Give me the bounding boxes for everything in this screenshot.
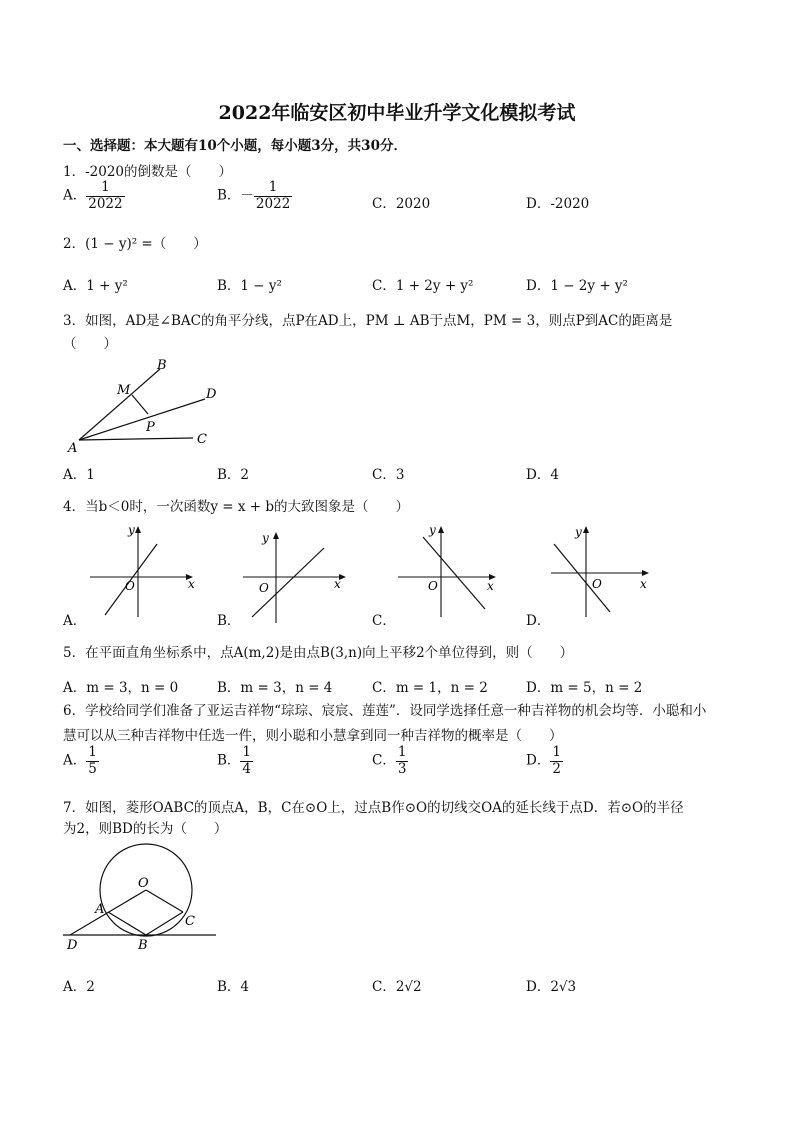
q2-option-d: D．1 − 2y + y² bbox=[526, 278, 628, 294]
label-o: O bbox=[138, 876, 149, 891]
label-c: C bbox=[185, 914, 195, 929]
question-4-stem: 4．当b＜0时，一次函数y = x + b的大致图象是（ ） bbox=[63, 499, 409, 515]
q7-option-d: D．2√3 bbox=[526, 979, 577, 995]
q2-option-c: C．1 + 2y + y² bbox=[372, 278, 474, 294]
question-1-stem: 1．-2020的倒数是（ ） bbox=[63, 164, 233, 180]
page-title: 2022年临安区初中毕业升学文化模拟考试 bbox=[218, 102, 576, 124]
y-label: y bbox=[429, 523, 436, 537]
origin-label: O bbox=[259, 581, 269, 595]
q3-option-d: D．4 bbox=[526, 467, 559, 483]
q4-option-d: D． bbox=[526, 613, 551, 629]
q4-graph-d bbox=[546, 522, 661, 622]
q5-option-c: C．m = 1，n = 2 bbox=[372, 680, 488, 696]
label-b: B bbox=[157, 358, 167, 373]
q3-angle-figure bbox=[60, 355, 220, 455]
label-m: M bbox=[117, 383, 131, 398]
q1-option-c: C．2020 bbox=[372, 196, 431, 212]
label-b: B bbox=[138, 938, 148, 953]
x-label: x bbox=[334, 577, 341, 591]
question-6-stem: 6．学校给同学们准备了亚运吉祥物“琮琮、宸宸、莲莲”．设同学选择任意一种吉祥物的机会均等．小聪和小 bbox=[63, 703, 707, 719]
q2-option-a: A．1 + y² bbox=[63, 278, 128, 294]
q7-option-a: A．2 bbox=[63, 979, 95, 995]
line-graph bbox=[423, 537, 485, 609]
question-3-stem: 3．如图，AD是∠BAC的角平分线，点P在AD上，PM ⊥ AB于点M，PM = 3，则点P到AC的距离是 bbox=[63, 313, 673, 329]
q7-option-c: C．2√2 bbox=[372, 979, 422, 995]
q4-option-b: B． bbox=[217, 613, 241, 629]
x-label: x bbox=[487, 579, 494, 593]
label-d: D bbox=[67, 938, 78, 953]
q1-option-b: B．－ $\frac{1}{2022}$ bbox=[217, 179, 291, 212]
q3-option-b: B．2 bbox=[217, 467, 250, 483]
question-7-stem-cont: 为2，则BD的长为（ ） bbox=[63, 821, 228, 837]
question-2-stem: 2．(1 − y)² =（ ） bbox=[63, 236, 207, 252]
ray-ad bbox=[79, 399, 205, 440]
q5-option-a: A．m = 3，n = 0 bbox=[63, 680, 179, 696]
label-c: C bbox=[197, 432, 207, 447]
question-3-stem-cont: （ ） bbox=[63, 336, 117, 352]
q7-option-b: B．4 bbox=[217, 979, 250, 995]
side-oc bbox=[146, 890, 183, 912]
q1-option-d: D．-2020 bbox=[526, 196, 590, 212]
segment-pm bbox=[132, 395, 148, 414]
q2-option-b: B．1 − y² bbox=[217, 278, 282, 294]
q6-option-c: C． $\frac{1}{3}$ bbox=[372, 744, 407, 777]
ray-ac bbox=[79, 438, 193, 440]
q3-option-c: C．3 bbox=[372, 467, 405, 483]
x-label: x bbox=[188, 577, 195, 591]
label-d: D bbox=[206, 387, 217, 402]
section-heading: 一、选择题：本大题有10个小题，每小题3分，共30分． bbox=[63, 138, 407, 154]
origin-label: O bbox=[125, 579, 135, 593]
y-label: y bbox=[575, 525, 582, 539]
label-a: A bbox=[68, 441, 78, 455]
x-label: x bbox=[640, 577, 647, 591]
question-6-stem-cont: 慧可以从三种吉祥物中任选一件，则小聪和小慧拿到同一种吉祥物的概率是（ ） bbox=[63, 728, 563, 744]
q4-graph-a bbox=[85, 522, 200, 622]
y-label: y bbox=[262, 531, 269, 545]
q3-option-a: A．1 bbox=[63, 467, 95, 483]
label-a: A bbox=[95, 902, 105, 917]
q1-option-a: A． $\frac{1}{2022}$ bbox=[63, 179, 123, 212]
origin-label: O bbox=[428, 579, 438, 593]
q6-option-a: A． $\frac{1}{5}$ bbox=[63, 744, 97, 777]
q7-circle-figure bbox=[60, 843, 225, 953]
q4-option-a: A． bbox=[63, 613, 87, 629]
y-label: y bbox=[128, 523, 135, 537]
q4-graph-b bbox=[238, 528, 353, 628]
q6-option-b: B． $\frac{1}{4}$ bbox=[217, 744, 252, 777]
q6-option-d: D． $\frac{1}{2}$ bbox=[526, 744, 561, 777]
q5-option-d: D．m = 5，n = 2 bbox=[526, 680, 643, 696]
question-5-stem: 5．在平面直角坐标系中，点A(m,2)是由点B(3,n)向上平移2个单位得到，则（ ） bbox=[63, 645, 574, 661]
origin-label: O bbox=[592, 577, 602, 591]
q4-graph-c bbox=[393, 522, 508, 622]
q4-option-c: C． bbox=[372, 613, 396, 629]
label-p: P bbox=[146, 420, 155, 435]
question-7-stem: 7．如图，菱形OABC的顶点A，B，C在⊙O上，过点B作⊙O的切线交OA的延长线于点D．若⊙O的半径 bbox=[63, 800, 684, 816]
q5-option-b: B．m = 3，n = 4 bbox=[217, 680, 333, 696]
